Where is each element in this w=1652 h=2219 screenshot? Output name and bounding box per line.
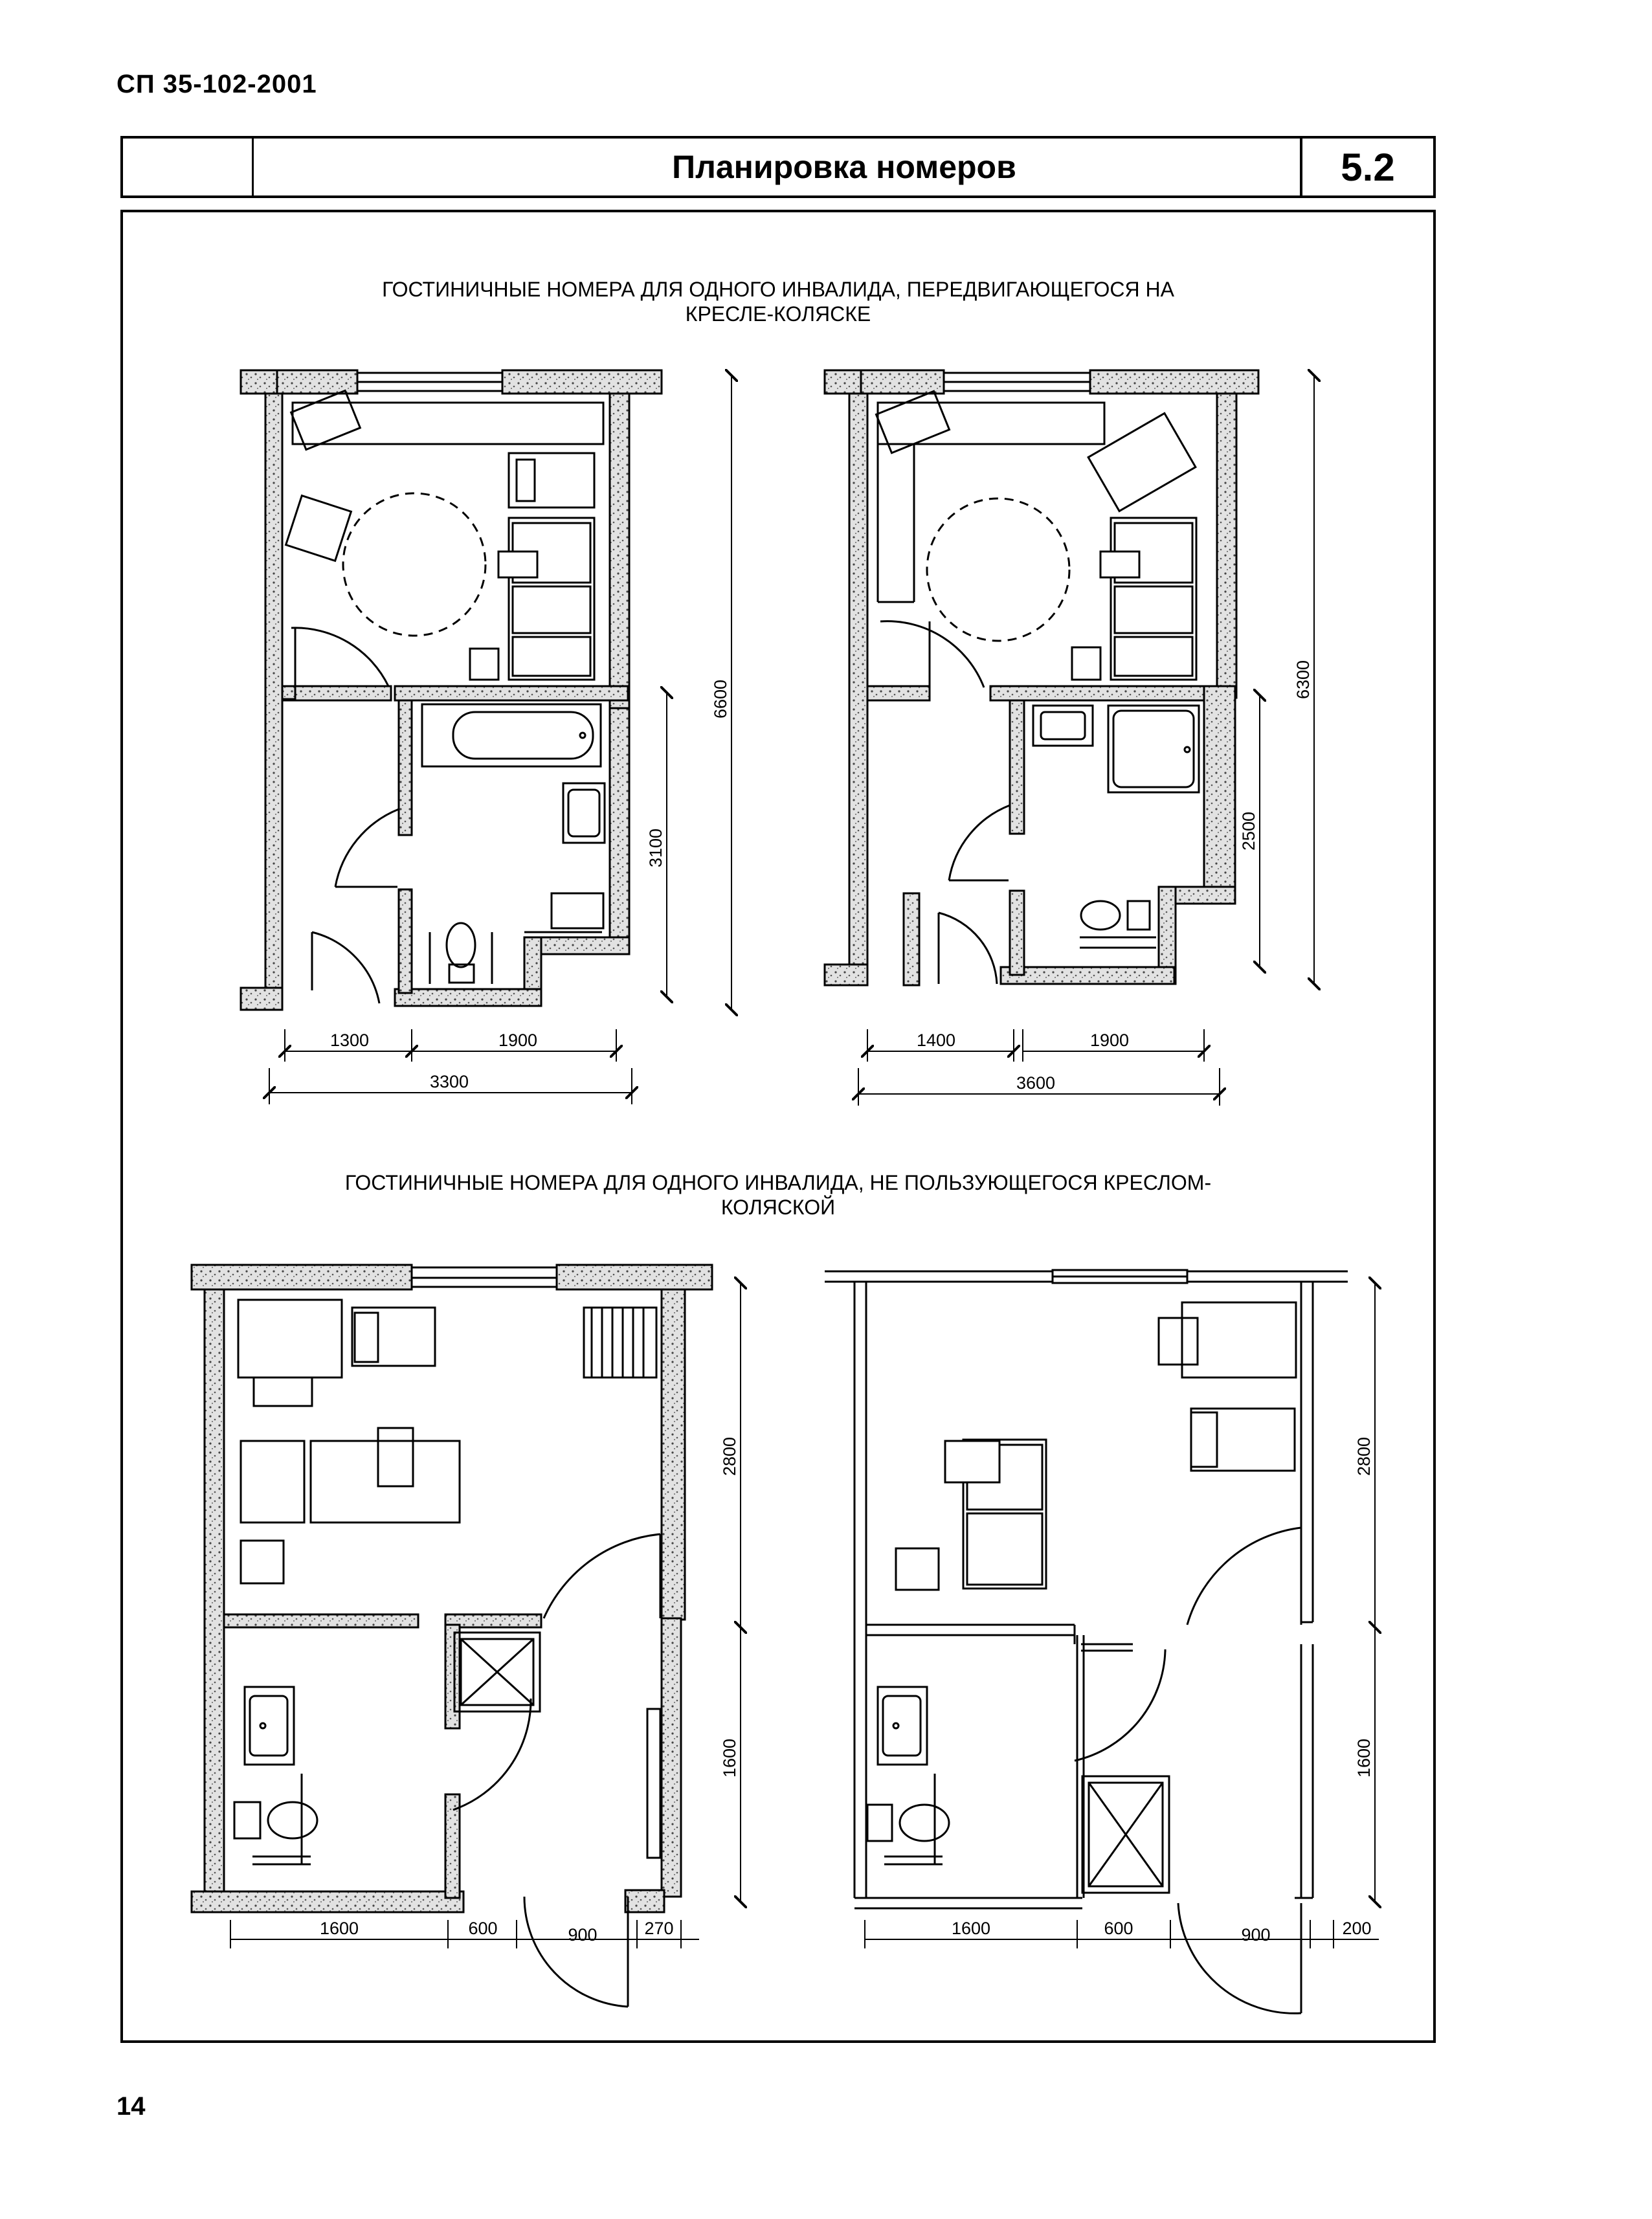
plan-d-dim-w3: 900 [1241, 1925, 1271, 1945]
caption-wheelchair-line2: КРЕСЛЕ-КОЛЯСКЕ [685, 302, 871, 326]
page-number: 14 [117, 2092, 146, 2121]
plan-a-dim-total: 3300 [429, 1072, 469, 1091]
caption-no-wheelchair-line1: ГОСТИНИЧНЫЕ НОМЕРА ДЛЯ ОДНОГО ИНВАЛИДА, НЕ ПОЛЬЗУЮЩЕГОСЯ КРЕСЛОМ- [344, 1171, 1212, 1194]
section-number: 5.2 [1300, 139, 1433, 195]
plan-c-dim-w2: 600 [468, 1919, 498, 1938]
plan-d-dim-w1: 1600 [951, 1919, 991, 1938]
plan-d-dim-bath: 1600 [1354, 1738, 1374, 1778]
plan-c-ambulatory-1 [192, 1265, 712, 2007]
document-code: СП 35-102-2001 [117, 70, 317, 98]
plan-b-dim-w2: 1900 [1089, 1031, 1130, 1050]
plan-a-wheelchair-3300 [241, 370, 662, 1010]
plan-c-dim-w3: 900 [568, 1925, 597, 1945]
plan-b-dim-w1: 1400 [916, 1031, 956, 1050]
plan-c-dim-w1: 1600 [319, 1919, 359, 1938]
plan-c-dim-room: 2800 [720, 1436, 739, 1477]
plan-c-dim-w4: 270 [644, 1919, 674, 1938]
plan-b-dim-total: 3600 [1016, 1073, 1056, 1093]
plan-d-dim-room: 2800 [1354, 1436, 1374, 1477]
plan-a-dim-height: 6600 [711, 679, 730, 719]
section-title: Планировка номеров [672, 149, 1016, 185]
plan-a-dim-w1: 1300 [329, 1031, 370, 1050]
plan-d-dim-w4: 200 [1342, 1919, 1372, 1938]
caption-wheelchair-line1: ГОСТИНИЧНЫЕ НОМЕРА ДЛЯ ОДНОГО ИНВАЛИДА, ПЕРЕДВИГАЮЩЕГОСЯ НА [382, 278, 1174, 301]
plan-d-ambulatory-2 [825, 1270, 1348, 2013]
plan-b-dim-bath: 2500 [1239, 811, 1258, 851]
plan-c-dim-bath: 1600 [720, 1738, 739, 1778]
caption-no-wheelchair-line2: КОЛЯСКОЙ [720, 1196, 836, 1219]
plan-b-dim-height: 6300 [1293, 660, 1313, 700]
plan-a-dim-bath: 3100 [646, 828, 665, 868]
plan-b-wheelchair-3600 [825, 370, 1258, 985]
plan-a-dim-w2: 1900 [498, 1031, 538, 1050]
plan-d-dim-w2: 600 [1104, 1919, 1133, 1938]
